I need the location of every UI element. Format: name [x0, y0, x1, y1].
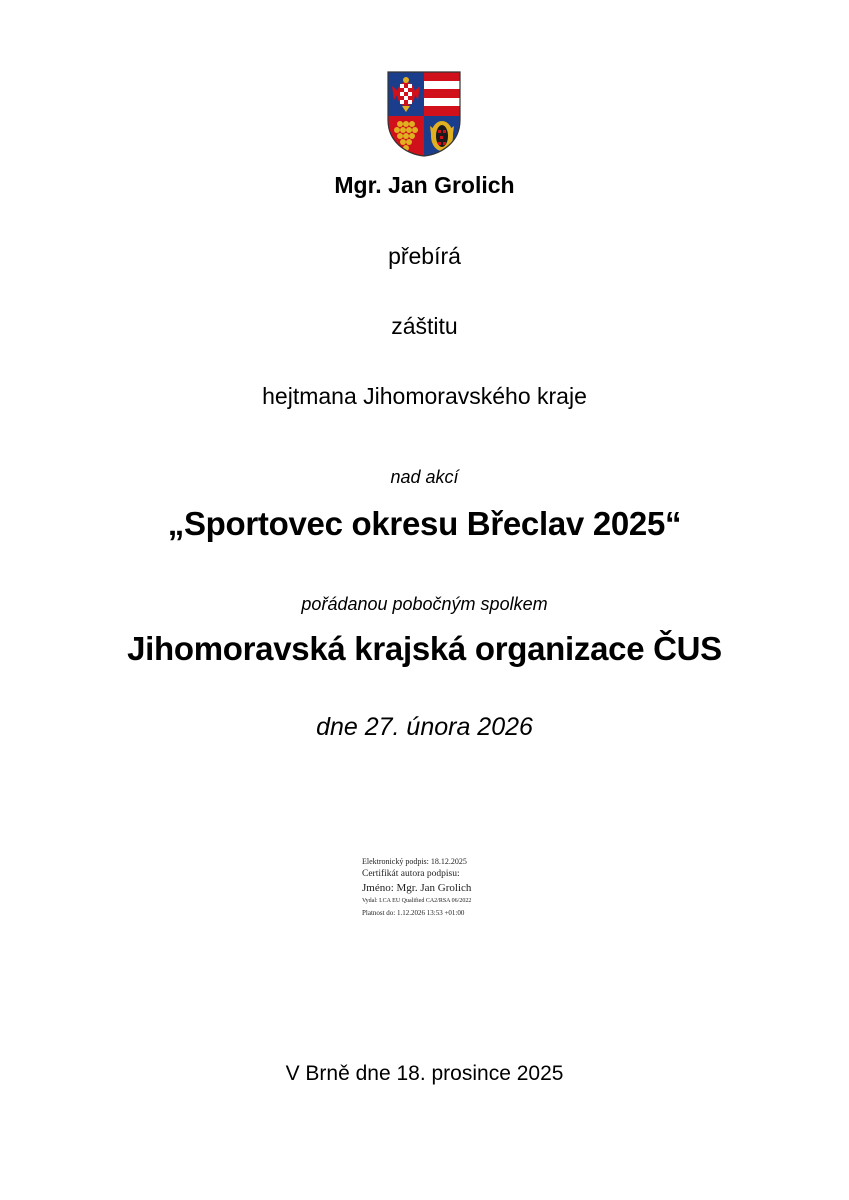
- signature-issuer: Vydal: I.CA EU Qualified CA2/RSA 06/2022: [362, 898, 472, 904]
- patron-role: hejtmana Jihomoravského kraje: [262, 383, 587, 409]
- signature-validity: Platnost do: 1.12.2026 13:53 +01:00: [362, 909, 465, 917]
- coat-of-arms-icon: [386, 70, 462, 158]
- patronage-text: záštitu: [391, 313, 458, 339]
- signature-signer-name: Jméno: Mgr. Jan Grolich: [362, 882, 472, 894]
- over-event-text: nad akcí: [390, 467, 459, 487]
- event-title: „Sportovec okresu Břeclav 2025“: [167, 505, 682, 542]
- takes-text: přebírá: [388, 243, 461, 269]
- organization-name: Jihomoravská krajská organizace ČUS: [127, 630, 722, 667]
- place-and-date: V Brně dne 18. prosince 2025: [285, 1062, 564, 1085]
- patron-name: Mgr. Jan Grolich: [334, 172, 515, 198]
- signature-certificate-label: Certifikát autora podpisu:: [362, 869, 460, 879]
- event-date: dne 27. února 2026: [316, 713, 533, 741]
- signature-date: Elektronický podpis: 18.12.2025: [362, 857, 467, 866]
- electronic-signature-block: [362, 856, 471, 918]
- organized-by-text: pořádanou pobočným spolkem: [301, 594, 548, 614]
